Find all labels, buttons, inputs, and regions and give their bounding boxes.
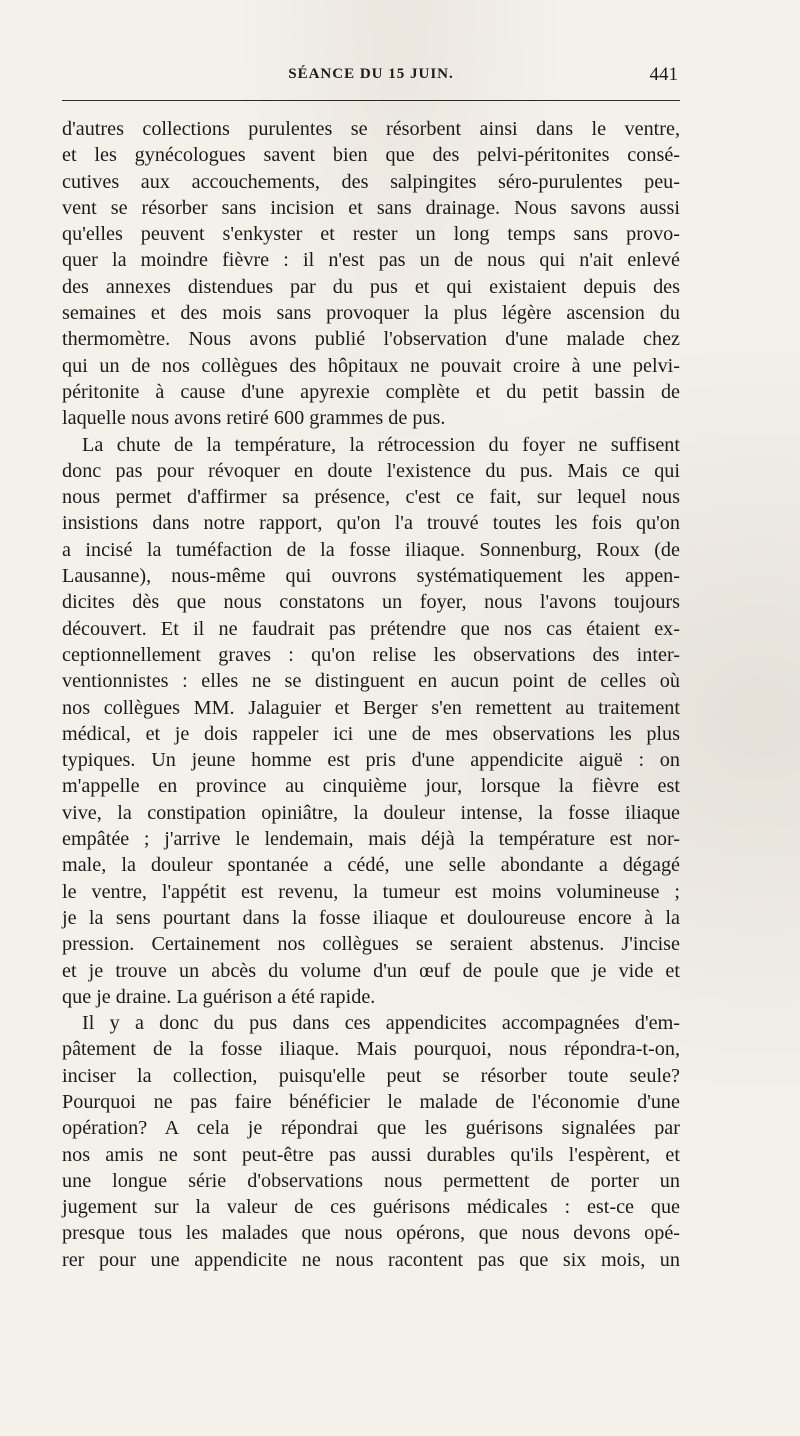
text-line: dicites dès que nous constatons un foyer, nous l'avons toujours	[62, 591, 680, 614]
text-line: nos collègues MM. Jalaguier et Berger s'en remettent au traitement	[62, 696, 680, 719]
text-line: d'autres collections purulentes se résorbent ainsi dans le ventre,	[62, 118, 680, 140]
text-line: semaines et des mois sans provoquer la plus légère ascension du	[62, 302, 680, 325]
body-text	[62, 116, 680, 1273]
text-line: m'appelle en province au cinquième jour, lorsque la fièvre est	[62, 775, 680, 798]
text-line: vive, la constipation opiniâtre, la douleur intense, la fosse iliaque	[62, 801, 680, 824]
text-line: une longue série d'observations nous permettent de porter un	[62, 1169, 680, 1192]
text-line: ceptionnellement graves : qu'on relise les observations des inter-	[62, 643, 680, 666]
paragraph	[62, 432, 680, 1011]
paragraph	[62, 1010, 680, 1273]
page-header	[62, 62, 680, 92]
text-line: La chute de la température, la rétrocession du foyer ne suffisent	[82, 433, 680, 456]
text-line: le ventre, l'appétit est revenu, la tumeur est moins volumineuse ;	[62, 880, 680, 903]
running-head: SÉANCE DU 15 JUIN.	[288, 66, 454, 82]
text-line: jugement sur la valeur de ces guérisons médicales : est-ce que	[62, 1196, 680, 1219]
text-line: opération? A cela je répondrai que les guérisons signalées par	[62, 1117, 680, 1140]
text-line: médical, et je dois rappeler ici une de mes observations les plus	[62, 722, 680, 745]
text-line: nous permet d'affirmer sa présence, c'est ce fait, sur lequel nous	[62, 486, 680, 509]
text-line: ventionnistes : elles ne se distinguent en aucun point de celles où	[62, 670, 680, 693]
text-line: qui un de nos collègues des hôpitaux ne pouvait croire à une pelvi-	[62, 354, 680, 377]
header-rule	[62, 100, 680, 101]
text-line: a incisé la tuméfaction de la fosse iliaque. Sonnenburg, Roux (de	[62, 538, 680, 561]
text-line: Pourquoi ne pas faire bénéficier le malade de l'économie d'une	[62, 1090, 680, 1113]
text-line: qu'elles peuvent s'enkyster et rester un long temps sans provo-	[62, 223, 680, 246]
text-line: presque tous les malades que nous opérons, que nous devons opé-	[62, 1222, 680, 1245]
text-line: pâtement de la fosse iliaque. Mais pourquoi, nous répondra-t-on,	[62, 1038, 680, 1061]
text-line: male, la douleur spontanée a cédé, une selle abondante a dégagé	[62, 854, 680, 877]
text-line: nos amis ne sont peut-être pas aussi durables qu'ils l'espèrent, et	[62, 1143, 680, 1166]
text-line: inciser la collection, puisqu'elle peut se résorber toute seule?	[62, 1064, 680, 1087]
text-line: découvert. Et il ne faudrait pas prétendre que nos cas étaient ex-	[62, 617, 680, 640]
text-line: des annexes distendues par du pus et qui existaient depuis des	[62, 275, 680, 298]
text-line: typiques. Un jeune homme est pris d'une appendicite aiguë : on	[62, 749, 680, 772]
text-line: je la sens pourtant dans la fosse iliaque et douloureuse encore à la	[62, 906, 680, 929]
text-line: vent se résorber sans incision et sans drainage. Nous savons aussi	[62, 196, 680, 219]
text-line: Lausanne), nous-même qui ouvrons systématiquement les appen-	[62, 565, 680, 588]
text-line: laquelle nous avons retiré 600 grammes de pus.	[62, 407, 446, 430]
text-line: que je draine. La guérison a été rapide.	[62, 985, 376, 1008]
text-line: et les gynécologues savent bien que des pelvi-péritonites consé-	[62, 144, 680, 167]
page-number: 441	[649, 64, 678, 85]
text-line: cutives aux accouchements, des salpingites séro-purulentes peu-	[62, 170, 680, 193]
text-line: empâtée ; j'arrive le lendemain, mais déjà la température est nor-	[62, 828, 680, 851]
text-line: thermomètre. Nous avons publié l'observation d'une malade chez	[62, 328, 680, 351]
text-line: rer pour une appendicite ne nous racontent pas que six mois, un	[62, 1248, 680, 1271]
text-line: pression. Certainement nos collègues se seraient abstenus. J'incise	[62, 933, 680, 956]
text-line: Il y a donc du pus dans ces appendicites accompagnées d'em-	[82, 1012, 680, 1035]
text-line: péritonite à cause d'une apyrexie complète et du petit bassin de	[62, 380, 680, 403]
text-line: et je trouve un abcès du volume d'un œuf de poule que je vide et	[62, 959, 680, 982]
paragraph	[62, 116, 680, 432]
text-line: donc pas pour révoquer en doute l'existence du pus. Mais ce qui	[62, 459, 680, 482]
text-line: insistions dans notre rapport, qu'on l'a trouvé toutes les fois qu'on	[62, 512, 680, 535]
text-line: quer la moindre fièvre : il n'est pas un de nous qui n'ait enlevé	[62, 249, 680, 272]
